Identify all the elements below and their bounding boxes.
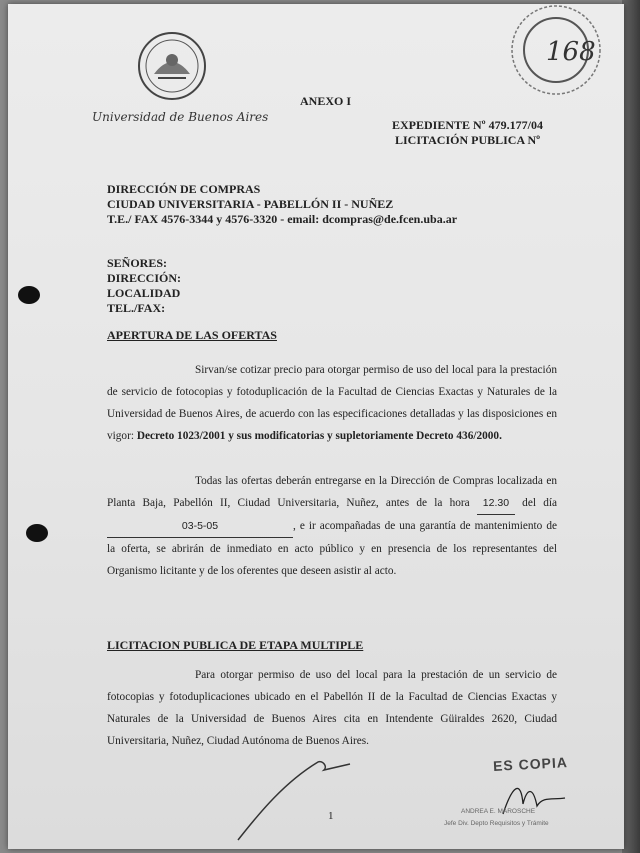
direccion-line-1: DIRECCIÓN DE COMPRAS bbox=[107, 182, 261, 196]
direccion-block bbox=[107, 182, 457, 227]
es-copia-stamp: ES COPIA bbox=[492, 754, 569, 774]
localidad-label: LOCALIDAD bbox=[107, 286, 181, 300]
apertura-p2-rest: , e ir acompañadas de una garantía de mantenimiento de la oferta, se abrirán de inmediato en acto público y en presencia de los representantes del Organismo licitante y de los oferentes que deseen asistir al acto. bbox=[107, 520, 557, 577]
apertura-p2-text: Todas las ofertas deberán entregarse en la Dirección de Compras localizada en Planta Baja, Pabellón II, Ciudad Universitaria, Nuñez, antes de la hora bbox=[107, 475, 557, 509]
university-name: Universidad de Buenos Aires bbox=[92, 110, 269, 124]
apertura-paragraph-1 bbox=[107, 359, 557, 447]
senores-label: SEÑORES: bbox=[107, 256, 168, 270]
expediente-number: EXPEDIENTE Nº 479.177/04 bbox=[392, 118, 543, 132]
page-number: 1 bbox=[328, 810, 334, 822]
del-dia-label: del día bbox=[522, 497, 557, 509]
direccion-line-3: T.E./ FAX 4576-3344 y 4576-3320 - email: dcompras@de.fcen.uba.ar bbox=[107, 212, 458, 226]
apertura-heading: APERTURA DE LAS OFERTAS bbox=[107, 328, 277, 342]
folio-stamp-icon bbox=[506, 4, 606, 100]
licitacion-number: LICITACIÓN PUBLICA Nº bbox=[395, 133, 541, 147]
university-seal-icon bbox=[136, 30, 208, 102]
direccion-label: DIRECCIÓN: bbox=[107, 271, 182, 285]
telfax-label: TEL./FAX: bbox=[107, 301, 166, 315]
apertura-paragraph-2 bbox=[107, 470, 557, 582]
licitacion-p-text: Para otorgar permiso de uso del local para la prestación de un servicio de fotocopias y fotoduplicaciones ubicado en el Pabellón II de la Facultad de Ciencias Exactas y Naturales de la Universidad de Buenos Aires cita en Intendente Güiraldes 2620, Ciudad Universitaria, Nuñez, Ciudad Autónoma de Buenos Aires. bbox=[107, 669, 557, 747]
page-shadow-edge bbox=[622, 0, 640, 853]
licitacion-paragraph bbox=[107, 664, 557, 752]
document-page bbox=[8, 4, 624, 849]
punch-hole bbox=[26, 524, 48, 542]
stamp-number: 168 bbox=[546, 37, 596, 67]
licitacion-heading: LICITACION PUBLICA DE ETAPA MULTIPLE bbox=[107, 638, 364, 652]
anexo-label: ANEXO I bbox=[300, 94, 352, 108]
punch-hole bbox=[18, 286, 40, 304]
recipient-block bbox=[107, 256, 181, 316]
handwritten-mark-icon bbox=[230, 752, 360, 844]
direccion-line-2: CIUDAD UNIVERSITARIA - PABELLÓN II - NUÑEZ bbox=[107, 197, 394, 211]
apertura-p1-decree: Decreto 1023/2001 y sus modificatorias y supletoriamente Decreto 436/2000. bbox=[136, 430, 502, 442]
apertura-p1-text: Sirvan/se cotizar precio para otorgar permiso de uso del local para la prestación de servicio de fotocopias y fotoduplicación de la Facultad de Ciencias Exactas y Naturales de la Universidad de Buenos Aires, de acuerdo con las especificaciones detalladas y las disposiciones en vigor: bbox=[107, 364, 557, 442]
fecha-field: 03-5-05 bbox=[107, 515, 293, 538]
signer-title: Jefe Div. Depto Requisitos y Trámite bbox=[444, 820, 549, 827]
hora-field: 12.30 bbox=[477, 492, 515, 515]
signer-name: ANDREA E. MAROSCHE bbox=[461, 808, 536, 815]
